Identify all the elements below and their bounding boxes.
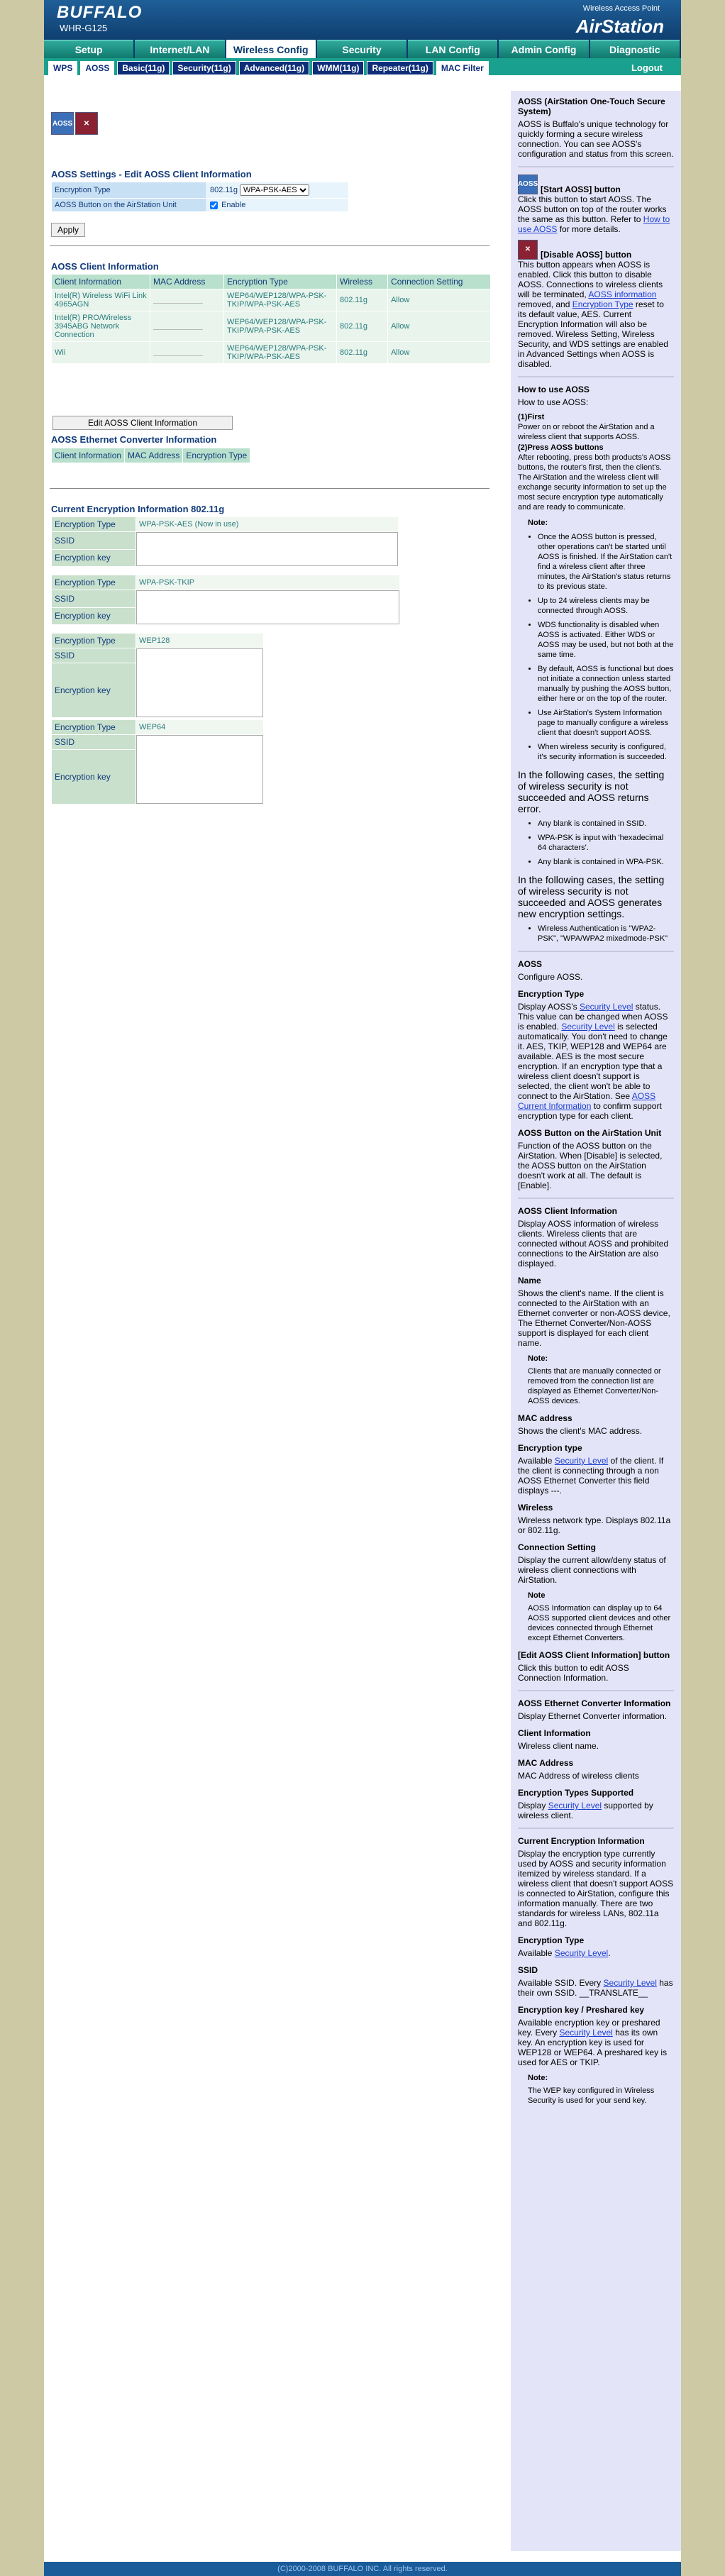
tab-lan-config[interactable]: LAN Config (408, 40, 497, 58)
step2-text: After rebooting, press both products's AOSS buttons, the router's first, then the client's. The AirStation and the wireless client will exchange security information to set up the most secure encryption type automatically and are ready to communicate. (518, 453, 671, 512)
btn-help-text: Function of the AOSS button on the AirStation. When [Disable] is selected, the AOSS button on the AirStation doesn't work at all. The default is [Enable]. (518, 1141, 663, 1190)
col-connection: Connection Setting (388, 275, 490, 289)
subtab-repeater[interactable]: Repeater(11g) (367, 61, 433, 75)
help-panel: AOSS (AirStation One-Touch Secure System) AOSS is Buffalo's unique technology for quickly forming a secure wireless connection. You can see AOSS's configuration and status from this screen. AOSS [Start AOSS] button Click this button to start AOSS. The AOSS button on top of the router works the same as this button. Refer to How to use AOSS for more details. ✕ [Disable AOSS] button This button appears when AOSS is enabled. Click this button to disable AOSS. Connections to wireless clients will be terminated, AOSS information removed, and Encryption Type reset to its default value, AES. Current Encryption Information will also be removed. Wireless Setting, Wireless Security, and WDS settings are enabled in Advanced Settings when AOSS is disabled. How to use AOSS How to use AOSS: (1)First Power on or reboot the AirStation and a wireless client that supports AOSS. (2)Press AOSS buttons After rebooting, press both products's AOSS buttons, the router's first, then the client's. The AirStation and the wireless client will exchange security information to set up the most secure encryption type automatically and are ready to communicate. Note: • Once the AOSS button is pressed, other operations can't be started until AOSS is finished. If the AirStation can't find a wireless client after three minutes, the AirStation's status returns to its previous state. • Up to 24 wireless clients may be connected through AOSS. • WDS functionality is disabled when AOSS is activated. Either WDS or AOSS may be used, but not both at the same time. • By default, AOSS is functional but does not initiate a connection unless started manually by pushing the AOSS button, either here or on the top of the router. • Use AirStation's System Information page to manually configure a wireless client that doesn't support AOSS. • When wireless security is configured, it's security information is succeeded. In the following cases, the setting of wireless security is not succeeded and AOSS returns error. • Any blank is contained in SSID. • WPA-PSK is input with 'hexadecimal 64 characters'. • Any blank is contained in WPA-PSK. In the following cases, the setting of wireless security is not succeeded and AOSS generates new encryption settings. • Wireless Authentication is "WPA2-PSK", "WPA/WPA2 mixedmode-PSK" AOSS Configure AOSS. Encryption Type Display AOSS's Security Level status. This value can be changed when AOSS is enabled. Security Level is selected automatically. You don't need to change it. AES, TKIP, WEP128 and WEP64 are available. AES is the most secure encryption. If an encryption type that a wireless client doesn't support is selected, the client won't be able to connect to the AirStation. See AOSS Current Information to confirm support encryption type for each client. AOSS Button on the AirStation Unit Function of the AOSS button on the AirStation. When [Disable] is selected, the AOSS button on the AirStation doesn't work at all. The default is [Enable]. AOSS Client Information Display AOSS information of wireless clients. Wireless clients that are connected without AOSS and prohibited connections to the AirStation are also displayed. Name Shows the client's name. If the client is connected to the AirStation with an Ethernet converter or non-AOSS device, The Ethernet Converter/Non-AOSS support is displayed for each client name. Note: Clients that are manually connected or removed from the connection list are displayed as Ethernet Converter/Non-AOSS devices. MAC address Shows the client's MAC address. Encryption type Available Security Level of the client. If the client is connecting through a non AOSS Ethernet Converter this field displays ---. Wireless Wireless network type. Displays 802.11a or 802.11g. Connection Setting Display the current allow/deny status of wireless client connections with AirStation. Note AOSS Information can display up to 64 AOSS supported client devices and other devices connected through Ethernet except Ethernet Converters. [Edit AOSS Client Information] button Click this button to edit AOSS Connection Information. AOSS Ethernet Converter Information Display Ethernet Converter information. Client Information Wireless client name. MAC Address MAC Address of wireless clients Encryption Types Supported Display Security Level supported by wireless client. Current Encryption Information Display the encryption type currently used by AOSS and security information itemized by wireless standard. If a wireless client that doesn't support AOSS is connected to AirStation, configure this information manually. There are two standards for wireless LANs, 802.11a and 802.11g. Encryption Type Available Security Level. SSID Available SSID. Every Security Level has their own SSID. __TRANSLATE__ Encryption key / Preshared key Available encryption key or preshared key. Every Security Level has its own key. An encryption key is used for WEP128 or WEP64. A preshared key is used for AES or TKIP. Note: The WEP key configured in Wireless Security is used for your send key. (511, 91, 681, 2551)
cases1-title: In the following cases, the setting of wireless security is not succeeded and AOSS returns error. (518, 769, 665, 814)
enctype-pre: Display AOSS's (518, 1002, 577, 1012)
logout-link[interactable]: Logout (631, 62, 663, 73)
ssid-label: SSID (52, 648, 135, 663)
current-encryption-title: Current Encryption Information 802.11g (51, 504, 225, 514)
divider (518, 1828, 674, 1829)
enc-block-wep64 (51, 719, 264, 805)
cli-help-head: Client Information (518, 1728, 591, 1738)
enctype-text: is selected automatically. You don't need to change it. AES, TKIP, WEP128 and WEP64 are available. AES is the most secure encryption. If an encryption type that a wireless client doesn't support is selected, the client won't be able to connect to the AirStation. See (518, 1022, 668, 1101)
client-name: Intel(R) Wireless WiFi Link 4965AGN (52, 289, 150, 311)
list-item: • Up to 24 wireless clients may be connected through AOSS. (538, 596, 674, 616)
aoss-information-link[interactable]: AOSS information (588, 289, 657, 299)
aoss-button-label: AOSS Button on the AirStation Unit (52, 199, 206, 211)
eci-help-text: Display Ethernet Converter information. (518, 1711, 668, 1721)
mac-help-head: MAC address (518, 1413, 572, 1423)
note-label: Note: (528, 519, 548, 527)
start-aoss-help-title: [Start AOSS] button (541, 184, 621, 194)
ssid-label: SSID (52, 735, 135, 749)
cs-help-text: Display the current allow/deny status of wireless client connections with AirStation. (518, 1555, 666, 1585)
tab-security[interactable]: Security (317, 40, 406, 58)
notes-list (518, 532, 674, 762)
apply-button[interactable]: Apply (51, 223, 85, 237)
cases2-title: In the following cases, the setting of wireless security is not succeeded and AOSS generates new encryption settings. (518, 874, 665, 919)
subtab-advanced[interactable]: Advanced(11g) (239, 61, 309, 75)
enc-block-wep128 (51, 633, 264, 718)
encryption-type-label: Encryption Type (52, 182, 206, 198)
start-aoss-help-icon: AOSS (518, 175, 538, 194)
disable-help-text: This button appears when AOSS is enabled. Click this button to disable AOSS. Connections to wireless clients will be terminated, (518, 260, 663, 299)
page-frame (44, 0, 681, 2576)
ets-help-head: Encryption Types Supported (518, 1788, 634, 1798)
col-wireless: Wireless (337, 275, 387, 289)
mac-address (150, 289, 223, 311)
eci-help-head: AOSS Ethernet Converter Information (518, 1698, 671, 1708)
key-pre: Available encryption key or preshared key. Every (518, 2018, 660, 2038)
disable-aoss-icon[interactable]: ✕ (75, 112, 98, 135)
mac-address (150, 311, 223, 341)
cases1-list (518, 819, 674, 867)
list-item: • When wireless security is configured, it's security information is succeeded. (538, 742, 674, 762)
start-aoss-help-tail: for more details. (559, 224, 621, 234)
wireless-value: 802.11g (337, 342, 387, 363)
mac-address (150, 342, 223, 363)
et-pre: Available (518, 1456, 553, 1466)
ethernet-converter-title: AOSS Ethernet Converter Information (51, 434, 217, 445)
enc-type-value: WEP128 (136, 634, 263, 648)
name-help-head: Name (518, 1276, 541, 1286)
cli-help-text: Wireless client name. (518, 1741, 599, 1751)
enctype-mid: status. This value can be changed when AOSS is enabled. (518, 1002, 668, 1032)
ssid-pre: Available SSID. Every (518, 1978, 602, 1988)
enc-block-tkip (51, 575, 400, 625)
mac-help-text: Shows the client's MAC address. (518, 1426, 643, 1436)
connection-value: Allow (388, 289, 490, 311)
aoss-current-information-link[interactable]: AOSS Current Information (518, 1091, 656, 1111)
client-info-title: AOSS Client Information (51, 261, 159, 272)
divider (518, 376, 674, 377)
divider (50, 488, 489, 489)
subtab-wps[interactable]: WPS (48, 61, 77, 75)
encryption-value: WEP64/WEP128/WPA-PSK-TKIP/WPA-PSK-AES (224, 289, 336, 311)
list-item: • By default, AOSS is functional but does not initiate a connection unless started manually by pushing the AOSS button, either here or on the top of the router. (538, 664, 674, 704)
security-level-link[interactable]: Security Level (559, 2028, 613, 2038)
subtab-security[interactable]: Security(11g) (172, 61, 236, 75)
list-item: • Once the AOSS button is pressed, other operations can't be started until AOSS is finished. If the AirStation can't find a wireless client after three minutes, the AirStation's status returns to its previous state. (538, 532, 674, 592)
name-help-text: Shows the client's name. If the client is connected to the AirStation with an Ethernet converter or non-AOSS device, The Ethernet Converter/Non-AOSS support is displayed for each client name. (518, 1288, 670, 1348)
aoss-settings-table (51, 182, 349, 212)
encryption-type-link[interactable]: Encryption Type (572, 299, 633, 309)
key-label: Encryption key (52, 750, 135, 804)
enc-type-label: Encryption Type (52, 517, 135, 531)
security-level-link[interactable]: Security Level (561, 1022, 615, 1032)
enc-type-label: Encryption Type (52, 634, 135, 648)
ci-help-text: Display AOSS information of wireless clients. Wireless clients that are connected without AOSS and prohibited connections to the AirStation are also displayed. (518, 1219, 669, 1268)
ssid-key-box (136, 532, 398, 566)
enc-type-label: Encryption Type (52, 720, 135, 734)
step2-title: (2)Press AOSS buttons (518, 443, 604, 452)
edit-help-text: Click this button to edit AOSS Connection Information. (518, 1663, 629, 1683)
buffalo-logo: BUFFALO (57, 3, 143, 22)
ssid-key-box (136, 590, 399, 624)
table-row (52, 311, 490, 341)
encryption-value: WEP64/WEP128/WPA-PSK-TKIP/WPA-PSK-AES (224, 342, 336, 363)
wl-help-text: Wireless network type. Displays 802.11a or 802.11g. (518, 1515, 671, 1535)
list-item: • Wireless Authentication is "WPA2-PSK", "WPA/WPA2 mixedmode-PSK" (538, 924, 674, 944)
edit-aoss-client-button[interactable]: Edit AOSS Client Information (52, 416, 233, 430)
cs-help-head: Connection Setting (518, 1542, 596, 1552)
table-row (52, 289, 490, 311)
start-aoss-help-text: Click this button to start AOSS. The AOSS button on top of the router works the same as this button. Refer to (518, 194, 667, 224)
key-note: The WEP key configured in Wireless Security is used for your send key. (528, 2086, 655, 2105)
tab-setup[interactable]: Setup (44, 40, 133, 58)
edit-help-head: [Edit AOSS Client Information] button (518, 1650, 670, 1660)
note-label: Note (528, 1591, 546, 1600)
encryption-value: WEP64/WEP128/WPA-PSK-TKIP/WPA-PSK-AES (224, 311, 336, 341)
encryption-prefix: 802.11g (210, 186, 238, 194)
cs-note: AOSS Information can display up to 64 AOSS supported client devices and other devices connected through Ethernet except Ethernet Converters. (528, 1604, 671, 1642)
col-client: Client Information (52, 448, 124, 463)
ethernet-converter-table (51, 448, 250, 463)
howto-title: How to use AOSS (518, 385, 590, 394)
et-help-head: Encryption type (518, 1443, 582, 1453)
disable-help-mid: removed, and (518, 299, 570, 309)
aoss-help-head: AOSS (518, 959, 543, 969)
enc-type-value: WEP64 (136, 720, 263, 734)
mac2-help-head: MAC Address (518, 1758, 574, 1768)
enc-block-aes (51, 516, 399, 567)
et2-pre: Available (518, 1948, 553, 1958)
wireless-value: 802.11g (337, 311, 387, 341)
ets-pre: Display (518, 1801, 546, 1811)
ssid-label: SSID (52, 532, 135, 549)
ets-text: supported by wireless client. (518, 1801, 653, 1820)
ssid-help-head: SSID (518, 1965, 538, 1975)
list-item: • WPA-PSK is input with 'hexadecimal 64 characters'. (538, 833, 674, 853)
encryption-type-cell (207, 182, 348, 198)
tab-internet-lan[interactable]: Internet/LAN (135, 40, 224, 58)
aoss-settings-title: AOSS Settings - Edit AOSS Client Information (51, 169, 252, 179)
enable-checkbox[interactable] (210, 201, 218, 209)
key-label: Encryption key (52, 550, 135, 567)
main-nav (44, 40, 681, 58)
ssid-text: has their own SSID. __TRANSLATE__ (518, 1978, 673, 1998)
security-level-link[interactable]: Security Level (548, 1801, 602, 1811)
col-mac: MAC Address (150, 275, 223, 289)
key-label: Encryption key (52, 663, 135, 717)
footer: (C)2000-2008 BUFFALO INC. All rights reserved. (44, 2562, 681, 2576)
cases2-list (518, 924, 674, 944)
wl-help-head: Wireless (518, 1503, 553, 1513)
subtab-wmm[interactable]: WMM(11g) (312, 61, 364, 75)
ssid-key-box (136, 735, 263, 804)
how-to-use-aoss-link[interactable]: How to use AOSS (518, 214, 670, 234)
model-name: WHR-G125 (60, 23, 108, 33)
divider (518, 951, 674, 952)
btn-help-head: AOSS Button on the AirStation Unit (518, 1128, 662, 1138)
ci-help-head: AOSS Client Information (518, 1206, 618, 1216)
step1-title: (1)First (518, 413, 545, 421)
client-info-table (51, 274, 491, 364)
tab-diagnostic[interactable]: Diagnostic (590, 40, 680, 58)
et2-help-head: Encryption Type (518, 1935, 585, 1945)
enc-type-label: Encryption Type (52, 575, 135, 590)
et-text: of the client. If the client is connecting through a non AOSS Ethernet Converter this field displays ---. (518, 1456, 664, 1496)
key-help-head: Encryption key / Preshared key (518, 2005, 645, 2015)
start-aoss-icon[interactable]: AOSS (51, 112, 74, 135)
enc-type-value: WPA-PSK-AES (Now in use) (136, 517, 398, 531)
cei-help-head: Current Encryption Information (518, 1836, 645, 1846)
encryption-type-select[interactable] (240, 184, 309, 196)
aoss-button-cell (207, 199, 348, 211)
client-name: Wii (52, 342, 150, 363)
aoss-icons (51, 112, 98, 135)
divider (518, 166, 674, 167)
sub-nav (44, 58, 681, 75)
howto-intro: How to use AOSS: (518, 397, 589, 407)
disable-aoss-help-icon: ✕ (518, 240, 538, 260)
divider (518, 1690, 674, 1691)
divider (50, 245, 489, 246)
key-text: has its own key. An encryption key is used for WEP128 or WEP64. A preshared key is used for AES or TKIP. (518, 2028, 668, 2067)
ssid-label: SSID (52, 590, 135, 607)
security-level-link[interactable]: Security Level (554, 1456, 609, 1466)
name-note: Clients that are manually connected or removed from the connection list are displayed as Ethernet Converter/Non-AOSS devices. (528, 1367, 661, 1405)
list-item: • Any blank is contained in SSID. (538, 819, 674, 829)
disable-help-tail: reset to its default value, AES. Current Encryption Information will also be removed. Wireless Setting, Wireless Security, and WDS settings are enabled in Advanced Settings when AOSS is disabled. (518, 299, 668, 369)
airstation-logo: AirStation (575, 16, 664, 37)
security-level-link[interactable]: Security Level (554, 1948, 609, 1958)
subtab-mac-filter[interactable]: MAC Filter (436, 61, 489, 75)
wireless-value: 802.11g (337, 289, 387, 311)
enable-label: Enable (221, 201, 246, 209)
enc-type-value: WPA-PSK-TKIP (136, 575, 399, 590)
configure-text: Configure AOSS. (518, 972, 583, 982)
list-item: • Use AirStation's System Information page to manually configure a wireless client that doesn't support AOSS. (538, 708, 674, 738)
subtab-aoss[interactable]: AOSS (80, 61, 114, 75)
enctype-tail: to confirm support encryption type for each client. (518, 1101, 662, 1121)
col-client: Client Information (52, 275, 150, 289)
note-label: Note: (528, 2074, 548, 2082)
cei-help-text: Display the encryption type currently used by AOSS and security information itemized by wireless standard. If a wireless client that doesn't support AOSS is connected to AirStation, configure this information manually. There are two standards for wireless LANs, 802.11a and 802.11g. (518, 1849, 674, 1928)
table-row (52, 342, 490, 363)
header (44, 0, 681, 40)
list-item: • Any blank is contained in WPA-PSK. (538, 857, 674, 867)
col-mac: MAC Address (125, 448, 182, 463)
step1-text: Power on or reboot the AirStation and a wireless client that supports AOSS. (518, 423, 655, 441)
enctype-help-head: Encryption Type (518, 989, 585, 999)
wireless-label: Wireless Access Point (582, 4, 660, 13)
list-item: • WDS functionality is disabled when AOSS is activated. Either WDS or AOSS may be used, but not both at the same time. (538, 620, 674, 660)
ssid-key-box (136, 648, 263, 717)
key-label: Encryption key (52, 608, 135, 625)
help-title: AOSS (AirStation One-Touch Secure System) (518, 96, 665, 116)
col-encryption: Encryption Type (224, 275, 336, 289)
help-intro: AOSS is Buffalo's unique technology for quickly forming a secure wireless connection. You can see AOSS's configuration and status from this screen. (518, 119, 674, 159)
divider (518, 1198, 674, 1199)
connection-value: Allow (388, 311, 490, 341)
tab-wireless-config[interactable]: Wireless Config (226, 40, 316, 58)
client-name: Intel(R) PRO/Wireless 3945ABG Network Connection (52, 311, 150, 341)
subtab-basic[interactable]: Basic(11g) (117, 61, 170, 75)
security-level-link[interactable]: Security Level (603, 1978, 657, 1988)
connection-value: Allow (388, 342, 490, 363)
security-level-link[interactable]: Security Level (580, 1002, 633, 1012)
col-encryption: Encryption Type (183, 448, 250, 463)
mac2-help-text: MAC Address of wireless clients (518, 1771, 639, 1781)
note-label: Note: (528, 1354, 548, 1363)
disable-aoss-help-title: [Disable AOSS] button (541, 250, 632, 260)
tab-admin-config[interactable]: Admin Config (499, 40, 588, 58)
